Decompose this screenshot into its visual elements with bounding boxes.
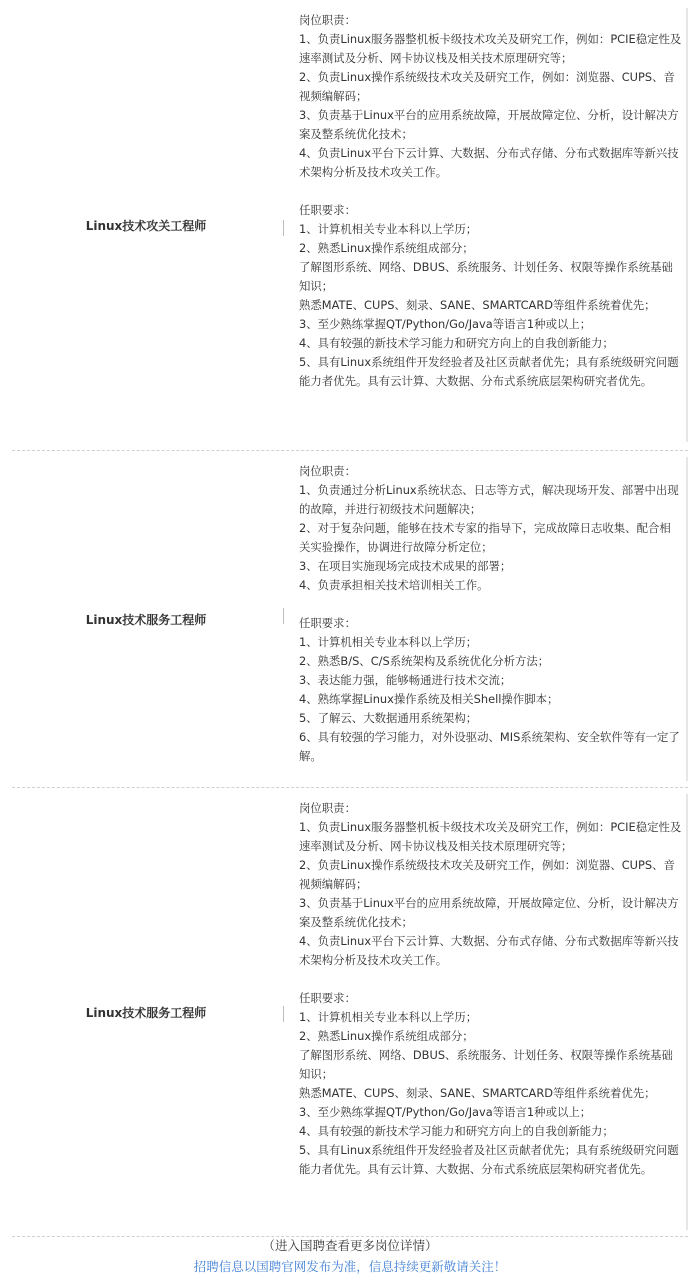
duty-item: 3、负责基于Linux平台的应用系统故障，开展故障定位、分析，设计解决方案及整系统优化技术；	[299, 896, 679, 929]
duty-item: 2、对于复杂问题，能够在技术专家的指导下，完成故障日志收集、配合相关实验操作，协调进行故障分析定位；	[299, 521, 671, 554]
requirements-heading: 任职要求：	[299, 991, 356, 1005]
position-title: Linux技术服务工程师	[85, 1005, 207, 1020]
requirement-item: 了解图形系统、网络、DBUS、系统服务、计划任务、权限等操作系统基础知识；	[299, 1048, 673, 1081]
duties-heading: 岗位职责：	[299, 801, 356, 815]
position-title: Linux技术攻关工程师	[85, 218, 207, 233]
requirement-item: 4、熟练掌握Linux操作系统及相关Shell操作脚本；	[299, 692, 559, 706]
job-description	[290, 788, 688, 1236]
duty-item: 2、负责Linux操作系统级技术攻关及研究工作，例如：浏览器、CUPS、音视频编解码；	[299, 858, 675, 891]
duty-item: 1、负责通过分析Linux系统状态、日志等方式，解决现场开发、部署中出现的故障，并进行初级技术问题解决；	[299, 483, 679, 516]
scroll-edge	[686, 794, 688, 1230]
requirement-item: 1、计算机相关专业本科以上学历；	[299, 1010, 478, 1024]
requirement-item: 5、具有Linux系统组件开发经验者及社区贡献者优先；具有系统级研究问题能力者优先。具有云计算、大数据、分布式系统底层架构研究者优先。	[299, 1143, 679, 1176]
duty-item: 1、负责Linux服务器整机板卡级技术攻关及研究工作，例如：PCIE稳定性及速率测试及分析、网卡协议栈及相关技术原理研究等；	[299, 32, 682, 65]
job-description	[290, 0, 688, 450]
requirements-heading: 任职要求：	[299, 616, 356, 630]
duties-heading: 岗位职责：	[299, 13, 356, 27]
job-description	[290, 451, 688, 787]
spacer	[299, 182, 682, 201]
requirement-item: 3、表达能力强，能够畅通进行技术交流；	[299, 673, 512, 687]
position-title: Linux技术服务工程师	[85, 612, 207, 627]
spacer	[299, 970, 682, 989]
cell-divider-mark	[283, 220, 284, 236]
scroll-edge	[686, 457, 688, 781]
requirement-item: 2、熟悉Linux操作系统组成部分；	[299, 1029, 474, 1043]
requirements-heading: 任职要求：	[299, 203, 356, 217]
requirement-item: 1、计算机相关专业本科以上学历；	[299, 635, 478, 649]
requirement-item: 1、计算机相关专业本科以上学历；	[299, 222, 478, 236]
requirement-item: 熟悉MATE、CUPS、刻录、SANE、SMARTCARD等组件系统着优先；	[299, 298, 656, 312]
requirement-item: 了解图形系统、网络、DBUS、系统服务、计划任务、权限等操作系统基础知识；	[299, 260, 673, 293]
duty-item: 4、负责Linux平台下云计算、大数据、分布式存储、分布式数据库等新兴技术架构分析及技术攻关工作。	[299, 934, 679, 967]
cell-divider-mark	[283, 1006, 284, 1022]
duty-item: 1、负责Linux服务器整机板卡级技术攻关及研究工作，例如：PCIE稳定性及速率测试及分析、网卡协议栈及相关技术原理研究等；	[299, 820, 682, 853]
job-row	[12, 451, 688, 788]
job-row	[12, 788, 688, 1237]
requirement-item: 4、具有较强的新技术学习能力和研究方向上的自我创新能力；	[299, 1124, 614, 1138]
duties-heading: 岗位职责：	[299, 464, 356, 478]
duty-item: 4、负责承担相关技术培训相关工作。	[299, 578, 489, 592]
job-row	[12, 0, 688, 451]
more-jobs-link[interactable]: （进入国聘查看更多岗位详情）	[262, 1238, 438, 1253]
duty-item: 3、在项目实施现场完成技术成果的部署；	[299, 559, 512, 573]
job-table	[12, 0, 688, 1237]
spacer	[299, 595, 682, 614]
duty-item: 3、负责基于Linux平台的应用系统故障，开展故障定位、分析，设计解决方案及整系统优化技术；	[299, 108, 679, 141]
requirement-item: 4、具有较强的新技术学习能力和研究方向上的自我创新能力；	[299, 336, 614, 350]
duty-item: 4、负责Linux平台下云计算、大数据、分布式存储、分布式数据库等新兴技术架构分析及技术攻关工作。	[299, 146, 679, 179]
recruitment-note: 招聘信息以国聘官网发布为准，信息持续更新敬请关注！	[193, 1259, 507, 1274]
requirement-item: 5、了解云、大数据通用系统架构；	[299, 711, 478, 725]
requirement-item: 2、熟悉Linux操作系统组成部分；	[299, 241, 474, 255]
requirement-item: 3、至少熟练掌握QT/Python/Go/Java等语言1种或以上；	[299, 317, 592, 331]
footer	[0, 1236, 700, 1277]
requirement-item: 5、具有Linux系统组件开发经验者及社区贡献者优先；具有系统级研究问题能力者优先。具有云计算、大数据、分布式系统底层架构研究者优先。	[299, 355, 679, 388]
requirement-item: 6、具有较强的学习能力，对外设驱动、MIS系统架构、安全软件等有一定了解。	[299, 730, 680, 763]
requirement-item: 熟悉MATE、CUPS、刻录、SANE、SMARTCARD等组件系统着优先；	[299, 1086, 656, 1100]
scroll-edge	[686, 8, 688, 442]
requirement-item: 3、至少熟练掌握QT/Python/Go/Java等语言1种或以上；	[299, 1105, 592, 1119]
cell-divider-mark	[283, 608, 284, 624]
duty-item: 2、负责Linux操作系统级技术攻关及研究工作，例如：浏览器、CUPS、音视频编解码；	[299, 70, 675, 103]
requirement-item: 2、熟悉B/S、C/S系统架构及系统优化分析方法；	[299, 654, 550, 668]
